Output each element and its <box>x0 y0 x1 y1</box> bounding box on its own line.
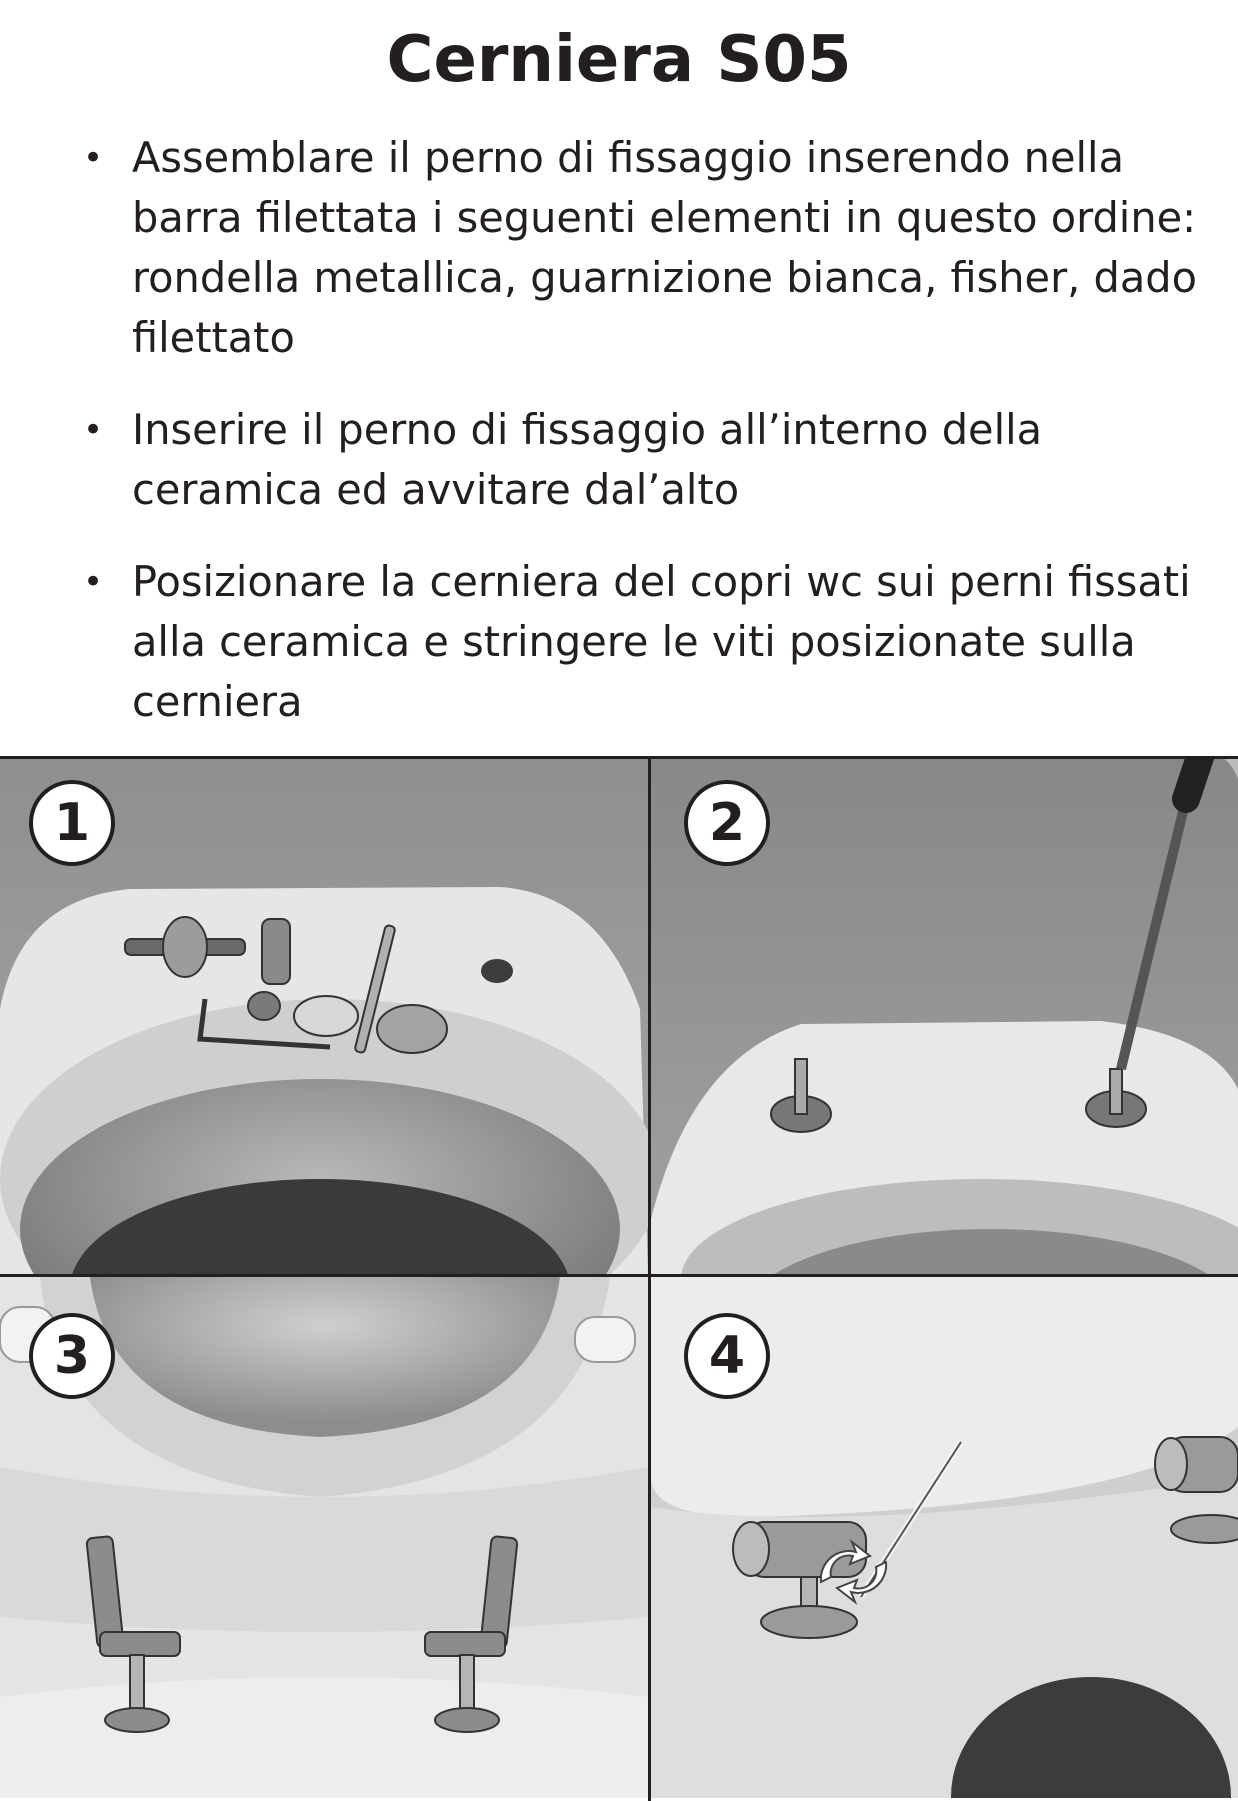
instruction-list <box>78 128 1198 764</box>
step-4-badge: 4 <box>684 1313 770 1399</box>
step-1-badge: 1 <box>29 780 115 866</box>
step-2-badge: 2 <box>684 780 770 866</box>
page-title: Cerniera S05 <box>386 23 852 97</box>
step-photo-grid <box>0 756 1238 1798</box>
bullet-icon: • <box>82 138 104 178</box>
instruction-text: Assemblare il perno di fissaggio inserendo nella barra filettata i seguenti elementi in questo ordine: rondella metallica, guarnizione bianca, fisher, dado filettato <box>132 133 1198 362</box>
instruction-item <box>78 552 1198 732</box>
bullet-icon: • <box>82 562 104 602</box>
instruction-item <box>78 128 1198 368</box>
grid-divider-vertical <box>648 759 651 1801</box>
instruction-text: Posizionare la cerniera del copri wc sui perni fissati alla ceramica e stringere le viti posizionate sulla cerniera <box>132 557 1191 726</box>
step-3-badge: 3 <box>29 1313 115 1399</box>
instruction-text: Inserire il perno di fissaggio all’interno della ceramica ed avvitare dal’alto <box>132 405 1043 514</box>
bullet-icon: • <box>82 410 104 450</box>
instruction-item <box>78 400 1198 520</box>
grid-divider-horizontal <box>0 1274 1238 1277</box>
